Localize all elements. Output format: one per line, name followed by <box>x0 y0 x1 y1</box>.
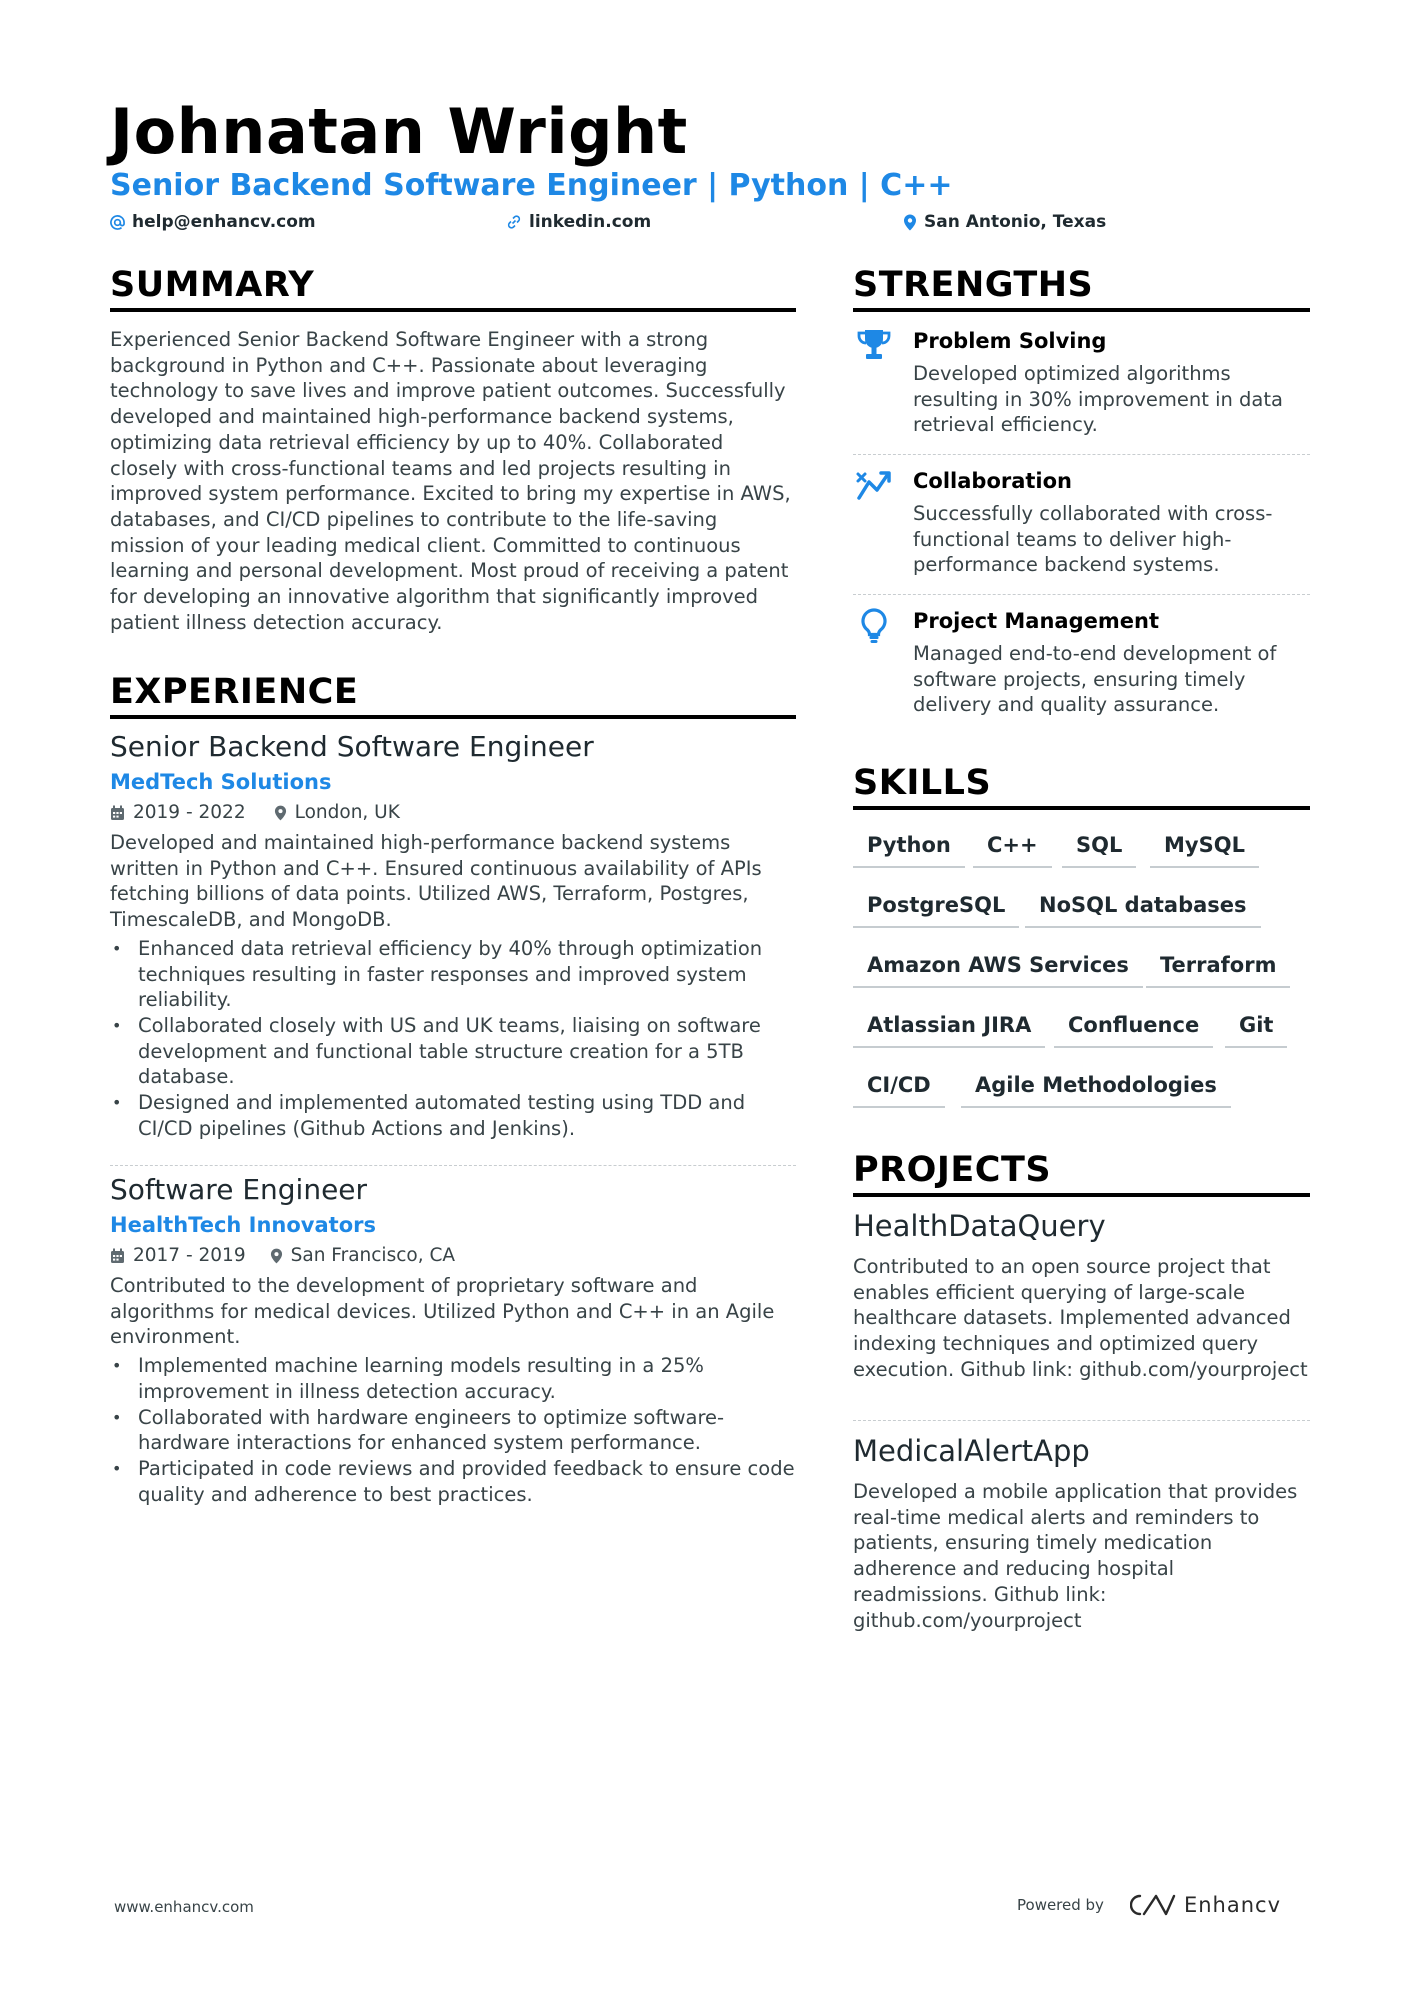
job-location-wrap <box>274 799 400 827</box>
divider <box>110 1165 796 1166</box>
strength-title: Problem Solving <box>913 329 1107 353</box>
experience-item <box>110 729 796 1141</box>
job-description: Developed and maintained high-performance backend systems written in Python and C++. Ensured continuous availability of APIs fetching billions of data points. Utilized AWS, Terraform, Postgres, TimescaleDB, and MongoDB. <box>110 831 762 932</box>
collaboration-icon <box>855 468 893 502</box>
contact-linkedin[interactable] <box>506 211 651 233</box>
job-company: MedTech Solutions <box>110 770 332 794</box>
job-bullets <box>110 936 796 1142</box>
skill-tag: Git <box>1225 1010 1287 1048</box>
skill-tag: Python <box>853 830 965 868</box>
divider <box>853 454 1310 455</box>
job-company: HealthTech Innovators <box>110 1213 376 1237</box>
calendar-icon <box>110 1248 125 1264</box>
summary-text: Experienced Senior Backend Software Engineer with a strong background in Python and C++. Passionate about leveraging technology to save lives and improve patient outcomes. Successfully developed and maintained high-performance backend systems, optimizing data retrieval efficiency by up to 40%. Collaborated closely with cross-functional teams and led projects resulting in improved system performance. Excited to bring my expertise in AWS, databases, and CI/CD pipelines to contribute to the life-saving mission of your leading medical client. Committed to continuous learning and personal development. Most proud of receiving a patent for developing an innovative algorithm that significantly improved patient illness detection accuracy. <box>110 328 791 634</box>
job-location: San Francisco, CA <box>290 1245 456 1266</box>
strength-title: Collaboration <box>913 469 1073 493</box>
strengths-heading: STRENGTHS <box>853 264 1310 312</box>
contact-linkedin-text: linkedin.com <box>529 212 652 232</box>
brand-logo[interactable] <box>1130 1893 1281 1917</box>
job-dates: 2019 - 2022 <box>133 802 246 823</box>
job-meta <box>110 1242 796 1270</box>
strength-item <box>853 326 1310 438</box>
skill-tag: Atlassian JIRA <box>853 1010 1045 1048</box>
calendar-icon <box>110 805 125 821</box>
divider <box>853 594 1310 595</box>
experience-heading: EXPERIENCE <box>110 671 796 719</box>
strength-description: Successfully collaborated with cross-functional teams to deliver high-performance backend systems. <box>913 502 1273 577</box>
map-pin-icon <box>903 214 917 231</box>
footer-website[interactable]: www.enhancv.com <box>114 1898 254 1916</box>
contact-email[interactable] <box>110 211 316 233</box>
strength-title: Project Management <box>913 609 1159 633</box>
brand-name: Enhancv <box>1183 1893 1281 1917</box>
skill-tag: Agile Methodologies <box>961 1070 1231 1108</box>
candidate-name: Johnatan Wright <box>110 95 688 168</box>
experience-item <box>110 1172 796 1507</box>
job-bullet: • Designed and implemented automated testing using TDD and CI/CD pipelines (Github Actions and Jenkins). <box>110 1090 796 1141</box>
job-bullet: • Enhanced data retrieval efficiency by 40% through optimization techniques resulting in faster responses and improved system reliability. <box>110 936 796 1013</box>
job-location: London, UK <box>294 802 400 823</box>
link-icon <box>506 214 522 230</box>
job-bullet: • Participated in code reviews and provided feedback to ensure code quality and adherence to best practices. <box>110 1456 796 1507</box>
project-description: Contributed to an open source project that enables efficient querying of large-scale healthcare datasets. Implemented advanced indexing techniques and optimized query execution. Github link: github.com/yourproject <box>853 1255 1308 1381</box>
skill-tag: C++ <box>973 830 1052 868</box>
powered-by-text: Powered by <box>1017 1896 1104 1914</box>
strength-item <box>853 466 1310 578</box>
at-icon <box>110 215 125 230</box>
project-item <box>853 1208 1310 1383</box>
map-pin-icon <box>270 1248 283 1264</box>
job-bullet: • Implemented machine learning models resulting in a 25% improvement in illness detection accuracy. <box>110 1353 796 1404</box>
footer-powered-by <box>1017 1893 1281 1917</box>
projects-heading: PROJECTS <box>853 1149 1310 1197</box>
job-title: Senior Backend Software Engineer <box>110 730 594 763</box>
trophy-icon <box>855 328 893 362</box>
skill-tag: MySQL <box>1150 830 1259 868</box>
skill-tag: CI/CD <box>853 1070 945 1108</box>
summary-heading: SUMMARY <box>110 264 796 312</box>
job-meta <box>110 799 796 827</box>
job-bullets <box>110 1353 796 1507</box>
project-description: Developed a mobile application that provides real-time medical alerts and reminders to patients, ensuring timely medication adherence and reducing hospital readmissions. Github link: github.com/yourproject <box>853 1480 1298 1632</box>
project-title: HealthDataQuery <box>853 1209 1106 1243</box>
contact-location-text: San Antonio, Texas <box>924 212 1107 232</box>
contact-location <box>903 211 1106 233</box>
enhancv-logo-icon <box>1130 1893 1176 1917</box>
strength-description: Developed optimized algorithms resulting in 30% improvement in data retrieval efficiency. <box>913 362 1283 437</box>
job-bullet: • Collaborated closely with US and UK teams, liaising on software development and functional table structure creation for a 5TB database. <box>110 1013 796 1090</box>
skill-tag: Terraform <box>1146 950 1290 988</box>
skills-heading: SKILLS <box>853 762 1310 810</box>
divider <box>853 1420 1310 1421</box>
job-title: Software Engineer <box>110 1173 368 1206</box>
job-dates: 2017 - 2019 <box>133 1245 246 1266</box>
skill-tag: Amazon AWS Services <box>853 950 1143 988</box>
skill-tag: NoSQL databases <box>1025 890 1261 928</box>
skill-tag: SQL <box>1062 830 1136 868</box>
skill-tag: Confluence <box>1054 1010 1213 1048</box>
strength-item <box>853 606 1310 718</box>
job-location-wrap <box>270 1242 455 1270</box>
lightbulb-icon <box>855 608 893 642</box>
project-title: MedicalAlertApp <box>853 1434 1090 1468</box>
job-bullet: • Collaborated with hardware engineers to optimize software-hardware interactions for enhanced system performance. <box>110 1405 796 1456</box>
project-item <box>853 1433 1310 1633</box>
strength-description: Managed end-to-end development of software projects, ensuring timely delivery and quality assurance. <box>913 642 1277 717</box>
skill-tag: PostgreSQL <box>853 890 1019 928</box>
contact-email-text: help@enhancv.com <box>132 212 316 232</box>
map-pin-icon <box>274 805 287 821</box>
candidate-title: Senior Backend Software Engineer | Python | C++ <box>110 168 953 203</box>
job-description: Contributed to the development of proprietary software and algorithms for medical devices. Utilized Python and C++ in an Agile environment. <box>110 1274 775 1349</box>
